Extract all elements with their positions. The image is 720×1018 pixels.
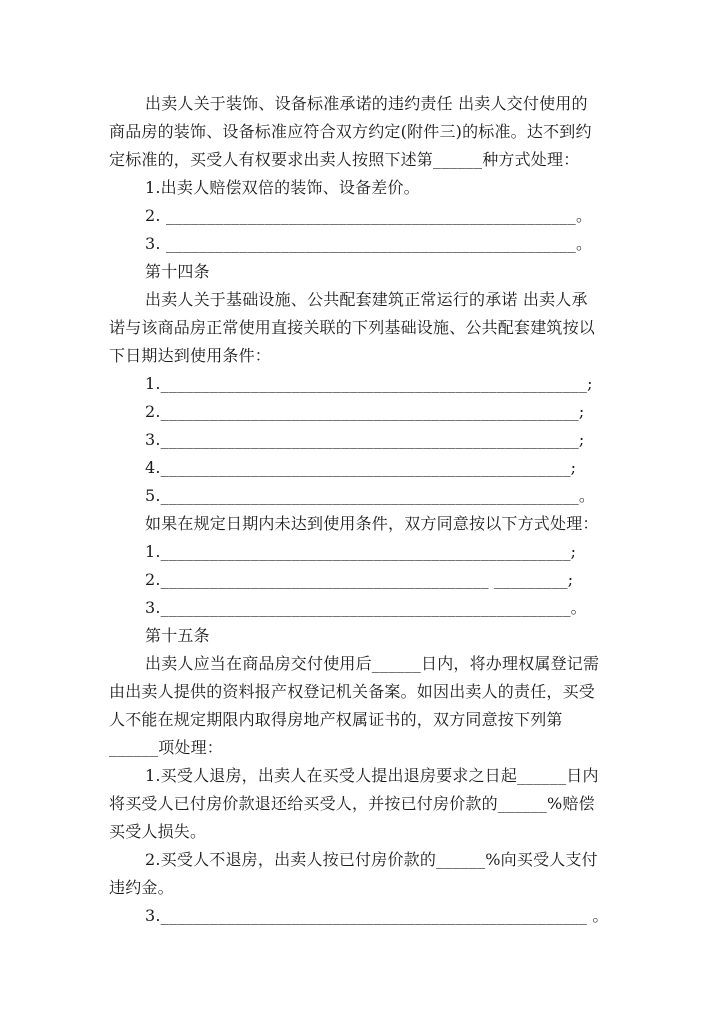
item-15-1-line-2: 将买受人已付房价款退还给买受人，并按已付房价款的______%赔偿 — [109, 794, 595, 813]
para-14-line-3: 下日期达到使用条件： — [109, 346, 272, 365]
para-14-line-2: 诺与该商品房正常使用直接关联的下列基础设施、公共配套建筑按以 — [109, 318, 596, 337]
para-15-line-2: 由出卖人提供的资料报产权登记机关备案。如因出卖人的责任，买受 — [109, 682, 596, 701]
remedy-14-1: 1.__________________________________________________; — [145, 542, 577, 561]
para-14-remedy: 如果在规定日期内未达到使用条件，双方同意按以下方式处理： — [145, 514, 599, 533]
item-15-2-line-1: 2.买受人不退房，出卖人按已付房价款的______%向买受人支付 — [145, 850, 598, 869]
item-14-3: 3.___________________________________________________; — [145, 430, 585, 449]
para-15-line-4: ______项处理： — [109, 738, 224, 757]
item-14-2: 2.___________________________________________________; — [145, 402, 585, 421]
article-14-heading: 第十四条 — [145, 262, 210, 281]
item-13-1: 1.出卖人赔偿双倍的装饰、设备差价。 — [145, 178, 420, 197]
item-15-1-line-1: 1.买受人退房，出卖人在买受人提出退房要求之日起______日内 — [145, 766, 599, 785]
para-13-line-3: 定标准的，买受人有权要求出卖人按照下述第______种方式处理： — [109, 150, 580, 169]
item-15-2-line-2: 违约金。 — [109, 878, 174, 897]
item-14-5: 5.___________________________________________________。 — [145, 486, 596, 505]
remedy-14-2: 2.________________________________________ _________; — [145, 570, 574, 589]
para-15-line-3: 人不能在规定期限内取得房地产权属证书的，双方同意按下列第 — [109, 710, 563, 729]
para-13-line-1: 出卖人关于装饰、设备标准承诺的违约责任 出卖人交付使用的 — [145, 94, 588, 113]
item-15-3: 3.____________________________________________________ 。 — [145, 906, 609, 925]
para-14-line-1: 出卖人关于基础设施、公共配套建筑正常运行的承诺 出卖人承 — [145, 290, 588, 309]
para-15-line-1: 出卖人应当在商品房交付使用后______日内，将办理权属登记需 — [145, 654, 600, 673]
remedy-14-3: 3.__________________________________________________。 — [145, 598, 587, 617]
item-13-2: 2. __________________________________________________。 — [145, 206, 593, 225]
item-14-1: 1.____________________________________________________; — [145, 374, 593, 393]
item-13-3: 3. __________________________________________________。 — [145, 234, 593, 253]
para-13-line-2: 商品房的装饰、设备标准应符合双方约定(附件三)的标准。达不到约 — [109, 122, 592, 141]
article-15-heading: 第十五条 — [145, 626, 210, 645]
item-15-1-line-3: 买受人损失。 — [109, 822, 207, 841]
item-14-4: 4.__________________________________________________; — [145, 458, 577, 477]
